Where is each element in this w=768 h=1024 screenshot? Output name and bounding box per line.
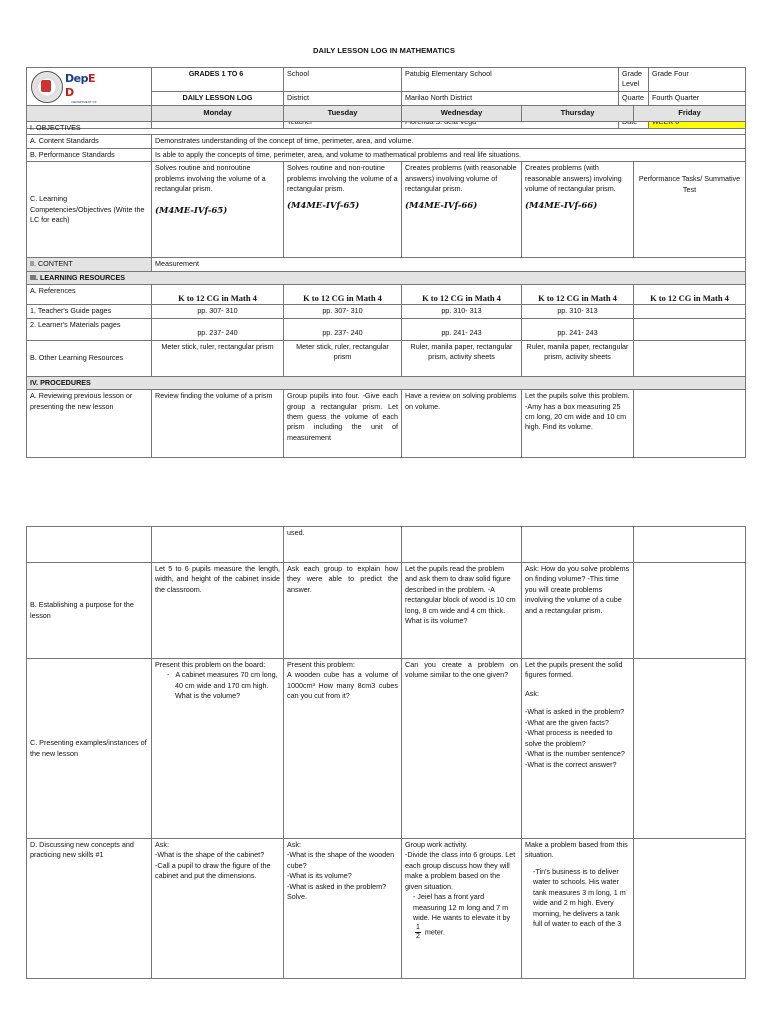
lc-friday: Performance Tasks/ Summative Test (634, 162, 746, 258)
reviewing-cont-label (27, 527, 152, 563)
lc-wednesday: Creates problems (with reasonable answers) involving volume of rectangular prism. (M4ME-IVf-66) (402, 162, 522, 258)
grade-level-label: Grade Level (619, 68, 649, 92)
reviewing-cont-tuesday: used. (284, 527, 402, 563)
purpose-friday (634, 563, 746, 659)
learning-resources-heading: III. LEARNING RESOURCES (27, 271, 746, 284)
purpose-monday: Let 5 to 6 pupils measure the length, width, and height of the cabinet inside the classroom. (152, 563, 284, 659)
tg-monday: pp. 307- 310 (152, 305, 284, 318)
discussing-tuesday: Ask: -What is the shape of the wooden cube? -What is its volume? -What is asked in the problem? Solve. (284, 839, 402, 979)
quarter-label: Quarte (619, 91, 649, 115)
reviewing-thursday: Let the pupils solve this problem. -Amy has a box measuring 25 cm long, 20 cm wide and 10 cm high. Find its volume. (522, 390, 634, 458)
day-header-friday: Friday (634, 106, 746, 122)
purpose-label: B. Establishing a purpose for the lesson (27, 563, 152, 659)
other-tuesday: Meter stick, ruler, rectangular prism (284, 340, 402, 376)
presenting-wednesday: Can you create a problem on volume similar to the one given? (402, 659, 522, 839)
performance-standards-label: B. Performance Standards (27, 148, 152, 161)
day-header-monday: Monday (152, 106, 284, 122)
reference-friday: K to 12 CG in Math 4 (634, 285, 746, 305)
tg-wednesday: pp. 310- 313 (402, 305, 522, 318)
reference-monday: K to 12 CG in Math 4 (152, 285, 284, 305)
discussing-monday: Ask: -What is the shape of the cabinet? -Call a pupil to draw the figure of the cabinet and put the dimensions. (152, 839, 284, 979)
other-thursday: Ruler, manila paper, rectangular prism, activity sheets (522, 340, 634, 376)
lm-wednesday: pp. 241- 243 (402, 318, 522, 340)
performance-standards-text: Is able to apply the concepts of time, perimeter, area, and volume to mathematical problems and real life situations. (152, 148, 746, 161)
day-header-tuesday: Tuesday (284, 106, 402, 122)
procedures-heading: IV. PROCEDURES (27, 376, 746, 389)
reference-tuesday: K to 12 CG in Math 4 (284, 285, 402, 305)
reviewing-cont-thursday (522, 527, 634, 563)
district-label: District (284, 91, 402, 115)
lesson-log-body-page2 (26, 526, 746, 979)
lesson-log-body-page1 (26, 105, 746, 458)
tg-thursday: pp. 310- 313 (522, 305, 634, 318)
purpose-tuesday: Ask each group to explain how they were able to predict the answer. (284, 563, 402, 659)
presenting-thursday: Let the pupils present the solid figures formed. Ask: -What is asked in the problem? -What are the given facts? -What process is needed to solve the problem? -What is the number sentence? -What is the correct answer? (522, 659, 634, 839)
day-header-blank (27, 106, 152, 122)
lc-thursday: Creates problems (with reasonable answers) involving volume of rectangular prism. (M4ME-IVf-66) (522, 162, 634, 258)
lm-tuesday: pp. 237- 240 (284, 318, 402, 340)
quarter-value: Fourth Quarter (649, 91, 746, 115)
reference-thursday: K to 12 CG in Math 4 (522, 285, 634, 305)
learners-materials-label: 2. Learner's Materials pages (27, 318, 152, 340)
lm-friday (634, 318, 746, 340)
reviewing-tuesday: Group pupils into four. -Give each group a rectangular prism. Let them guess the volume of each prism including the unit of measurement (284, 390, 402, 458)
content-standards-text: Demonstrates understanding of the concept of time, perimeter, area, and volume. (152, 135, 746, 148)
discussing-label: D. Discussing new concepts and practicing new skills #1 (27, 839, 152, 979)
grades-label: GRADES 1 TO 6 (152, 68, 284, 92)
content-heading: II. CONTENT (27, 258, 152, 271)
other-wednesday: Ruler, manila paper, rectangular prism, activity sheets (402, 340, 522, 376)
reviewing-cont-monday (152, 527, 284, 563)
discussing-friday (634, 839, 746, 979)
discussing-wednesday: Group work activity. -Divide the class into 6 groups. Let each group discuss how they will make a problem based on the given situation. - Jeiel has a front yard measuring 12 m long and 7 m wide. He wants to elevate it by $\frac{1}{2}$ meter. (402, 839, 522, 979)
references-label: A. References (27, 285, 152, 305)
deped-logo: DepED DEPARTMENT OF (65, 72, 97, 104)
reviewing-cont-wednesday (402, 527, 522, 563)
one-half-fraction: $\frac{1}{2}$ (416, 923, 420, 940)
purpose-wednesday: Let the pupils read the problem and ask them to draw solid figure described in the problem. -A rectangular block of wood is 10 cm long, 8 cm wide and 4 cm thick. What is its volume? (402, 563, 522, 659)
day-header-wednesday: Wednesday (402, 106, 522, 122)
presenting-monday-item: - A cabinet measures 70 cm long, 40 cm wide and 170 cm high. What is the volume? (167, 670, 278, 701)
presenting-monday: Present this problem on the board: - A cabinet measures 70 cm long, 40 cm wide and 170 cm high. What is the volume? (152, 659, 284, 839)
presenting-label: C. Presenting examples/instances of the new lesson (27, 659, 152, 839)
presenting-friday (634, 659, 746, 839)
district-value: Marilao North District (402, 91, 619, 115)
reference-wednesday: K to 12 CG in Math 4 (402, 285, 522, 305)
lc-tuesday: Solves routine and non-routine problems involving the volume of a rectangular prism. (M4ME-IVf-65) (284, 162, 402, 258)
reviewing-cont-friday (634, 527, 746, 563)
lm-thursday: pp. 241- 243 (522, 318, 634, 340)
grade-level-value: Grade Four (649, 68, 746, 92)
reviewing-monday: Review finding the volume of a prism (152, 390, 284, 458)
content-standards-label: A. Content Standards (27, 135, 152, 148)
teachers-guide-label: 1. Teacher's Guide pages (27, 305, 152, 318)
reviewing-label: A. Reviewing previous lesson or presenting the new lesson (27, 390, 152, 458)
purpose-thursday: Ask: How do you solve problems on finding volume? -This time you will create problems involving the volume of a cube and a rectangular prism. (522, 563, 634, 659)
day-header-thursday: Thursday (522, 106, 634, 122)
discussing-thursday: Make a problem based from this situation. -Tin's business is to deliver water to schools. His water tank measures 3 m long, 1 m wide and 2 m high. Every morning, he delivers a tank full of water to each of the 3 (522, 839, 634, 979)
log-type-label: DAILY LESSON LOG (152, 91, 284, 115)
presenting-tuesday: Present this problem: A wooden cube has a volume of 1000cm³ How many 8cm3 cubes can you cut from it? (284, 659, 402, 839)
reviewing-wednesday: Have a review on solving problems on volume. (402, 390, 522, 458)
other-resources-label: B. Other Learning Resources (27, 340, 152, 376)
content-value: Measurement (152, 258, 746, 271)
other-monday: Meter stick, ruler, rectangular prism (152, 340, 284, 376)
tg-friday (634, 305, 746, 318)
deped-seal-icon (31, 71, 63, 103)
learning-competencies-label: C. Learning Competencies/Objectives (Write the LC for each) (27, 162, 152, 258)
lm-monday: pp. 237- 240 (152, 318, 284, 340)
objectives-heading: I. OBJECTIVES (27, 122, 746, 135)
school-value: Patubig Elementary School (402, 68, 619, 92)
school-label: School (284, 68, 402, 92)
tg-tuesday: pp. 307- 310 (284, 305, 402, 318)
other-friday (634, 340, 746, 376)
lc-monday: Solves routine and nonroutine problems involving the volume of a rectangular prism. (M4ME-IVf-65) (152, 162, 284, 258)
reviewing-friday (634, 390, 746, 458)
document-title: DAILY LESSON LOG IN MATHEMATICS (313, 46, 455, 55)
